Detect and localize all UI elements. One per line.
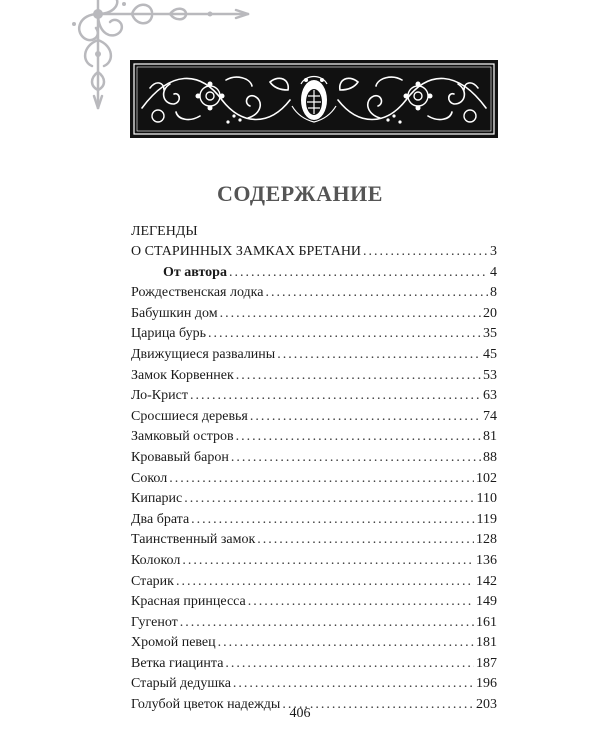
toc-entry-title: Красная принцесса xyxy=(131,594,246,610)
toc-entry[interactable] xyxy=(131,263,497,284)
toc-entry-page: 3 xyxy=(490,244,497,259)
toc-entry[interactable] xyxy=(131,654,497,675)
toc-leader-dots xyxy=(257,530,474,551)
toc-entry-page: 187 xyxy=(476,655,497,671)
toc-entry-title: Кровавый барон xyxy=(131,449,229,465)
toc-leader-dots xyxy=(229,263,488,284)
toc-entry-title: Кипарис xyxy=(131,491,183,507)
toc-section-heading: ЛЕГЕНДЫ xyxy=(131,224,198,239)
toc-leader-dots xyxy=(277,345,481,366)
toc-leader-dots xyxy=(363,242,488,263)
toc-entry[interactable] xyxy=(131,592,497,613)
toc-entry[interactable] xyxy=(131,366,497,387)
toc-entry[interactable] xyxy=(131,613,497,634)
toc-leader-dots xyxy=(180,613,474,634)
toc-leader-dots xyxy=(220,304,481,325)
page-title: СОДЕРЖАНИЕ xyxy=(217,180,383,206)
toc-entry-title: Гугенот xyxy=(131,614,178,630)
toc-entry[interactable] xyxy=(131,530,497,551)
toc-entry-page: 136 xyxy=(476,552,497,568)
toc-entry-page: 35 xyxy=(483,326,497,342)
toc-entry[interactable] xyxy=(131,283,497,304)
toc-entry-page: 119 xyxy=(476,511,497,527)
toc-entry-title: Бабушкин дом xyxy=(131,305,218,321)
toc-leader-dots xyxy=(184,489,474,510)
toc-entry-title: Ветка гиацинта xyxy=(131,655,224,671)
toc-entry[interactable] xyxy=(131,572,497,593)
toc-entry-page: 20 xyxy=(483,305,497,321)
toc-entry-title: Старый дедушка xyxy=(131,676,231,692)
table-of-contents xyxy=(131,222,497,716)
toc-entry-page: 81 xyxy=(483,429,497,445)
toc-leader-dots xyxy=(248,592,474,613)
toc-entry-title: Замковый остров xyxy=(131,429,234,445)
toc-entry[interactable] xyxy=(131,386,497,407)
toc-entry-page: 203 xyxy=(476,697,497,713)
toc-entry-page: 102 xyxy=(476,470,497,486)
toc-entry-page: 8 xyxy=(490,285,497,301)
toc-entry-title: Рождественская лодка xyxy=(131,285,264,301)
toc-entry-title: Ло-Крист xyxy=(131,388,188,404)
toc-entry-page: 4 xyxy=(490,264,497,280)
toc-entry-title: Два брата xyxy=(131,511,190,527)
toc-entry-page: 149 xyxy=(476,594,497,610)
toc-leader-dots xyxy=(236,427,481,448)
toc-entry-title: Таинственный замок xyxy=(131,532,256,548)
toc-leader-dots xyxy=(169,469,474,490)
toc-entry-title: Колокол xyxy=(131,552,181,568)
toc-entry-title: Сросшиеся деревья xyxy=(131,408,248,424)
toc-entry[interactable] xyxy=(131,469,497,490)
toc-entry-title: Движущиеся развалины xyxy=(131,346,276,362)
toc-leader-dots xyxy=(208,324,481,345)
toc-leader-dots xyxy=(236,366,481,387)
page-number: 406 xyxy=(289,706,311,721)
toc-entry-page: 53 xyxy=(483,367,497,383)
toc-entry-page: 45 xyxy=(483,346,497,362)
toc-entry-title: Царица бурь xyxy=(131,326,206,342)
toc-leader-dots xyxy=(265,283,488,304)
toc-entry-title: Голубой цветок надежды xyxy=(131,697,281,713)
toc-entry[interactable] xyxy=(131,510,497,531)
toc-entry[interactable] xyxy=(131,427,497,448)
toc-leader-dots xyxy=(190,386,481,407)
toc-leader-dots xyxy=(176,572,474,593)
toc-entry-page: 142 xyxy=(476,573,497,589)
floral-headpiece-banner-icon xyxy=(130,60,498,138)
toc-leader-dots xyxy=(182,551,474,572)
toc-entry-page: 88 xyxy=(483,449,497,465)
toc-entry-page: 161 xyxy=(476,614,497,630)
toc-entry[interactable] xyxy=(131,489,497,510)
toc-leader-dots xyxy=(218,633,474,654)
toc-entry-page: 63 xyxy=(483,388,497,404)
toc-entry[interactable] xyxy=(131,633,497,654)
toc-entry-page: 74 xyxy=(483,408,497,424)
toc-entry[interactable] xyxy=(131,448,497,469)
toc-entry-page: 181 xyxy=(476,635,497,651)
toc-entry-page: 128 xyxy=(476,532,497,548)
toc-entry-title: Сокол xyxy=(131,470,168,486)
toc-entry[interactable] xyxy=(131,674,497,695)
toc-entry-title: Замок Корвеннек xyxy=(131,367,234,383)
toc-entry-title: От автора xyxy=(163,264,227,280)
toc-leader-dots xyxy=(225,654,474,675)
toc-entry[interactable] xyxy=(131,324,497,345)
toc-entry-page: 196 xyxy=(476,676,497,692)
toc-entry-page: 110 xyxy=(476,491,497,507)
toc-entry-title: Старик xyxy=(131,573,174,589)
toc-entry[interactable] xyxy=(131,304,497,325)
toc-entry[interactable] xyxy=(131,407,497,428)
toc-entry-title: Хромой певец xyxy=(131,635,216,651)
toc-leader-dots xyxy=(250,407,481,428)
toc-leader-dots xyxy=(231,448,481,469)
toc-leader-dots xyxy=(233,674,474,695)
toc-entry[interactable] xyxy=(131,242,497,263)
toc-entry[interactable] xyxy=(131,551,497,572)
toc-entry-title: О СТАРИННЫХ ЗАМКАХ БРЕТАНИ xyxy=(131,244,362,259)
toc-leader-dots xyxy=(191,510,474,531)
toc-entry[interactable] xyxy=(131,345,497,366)
